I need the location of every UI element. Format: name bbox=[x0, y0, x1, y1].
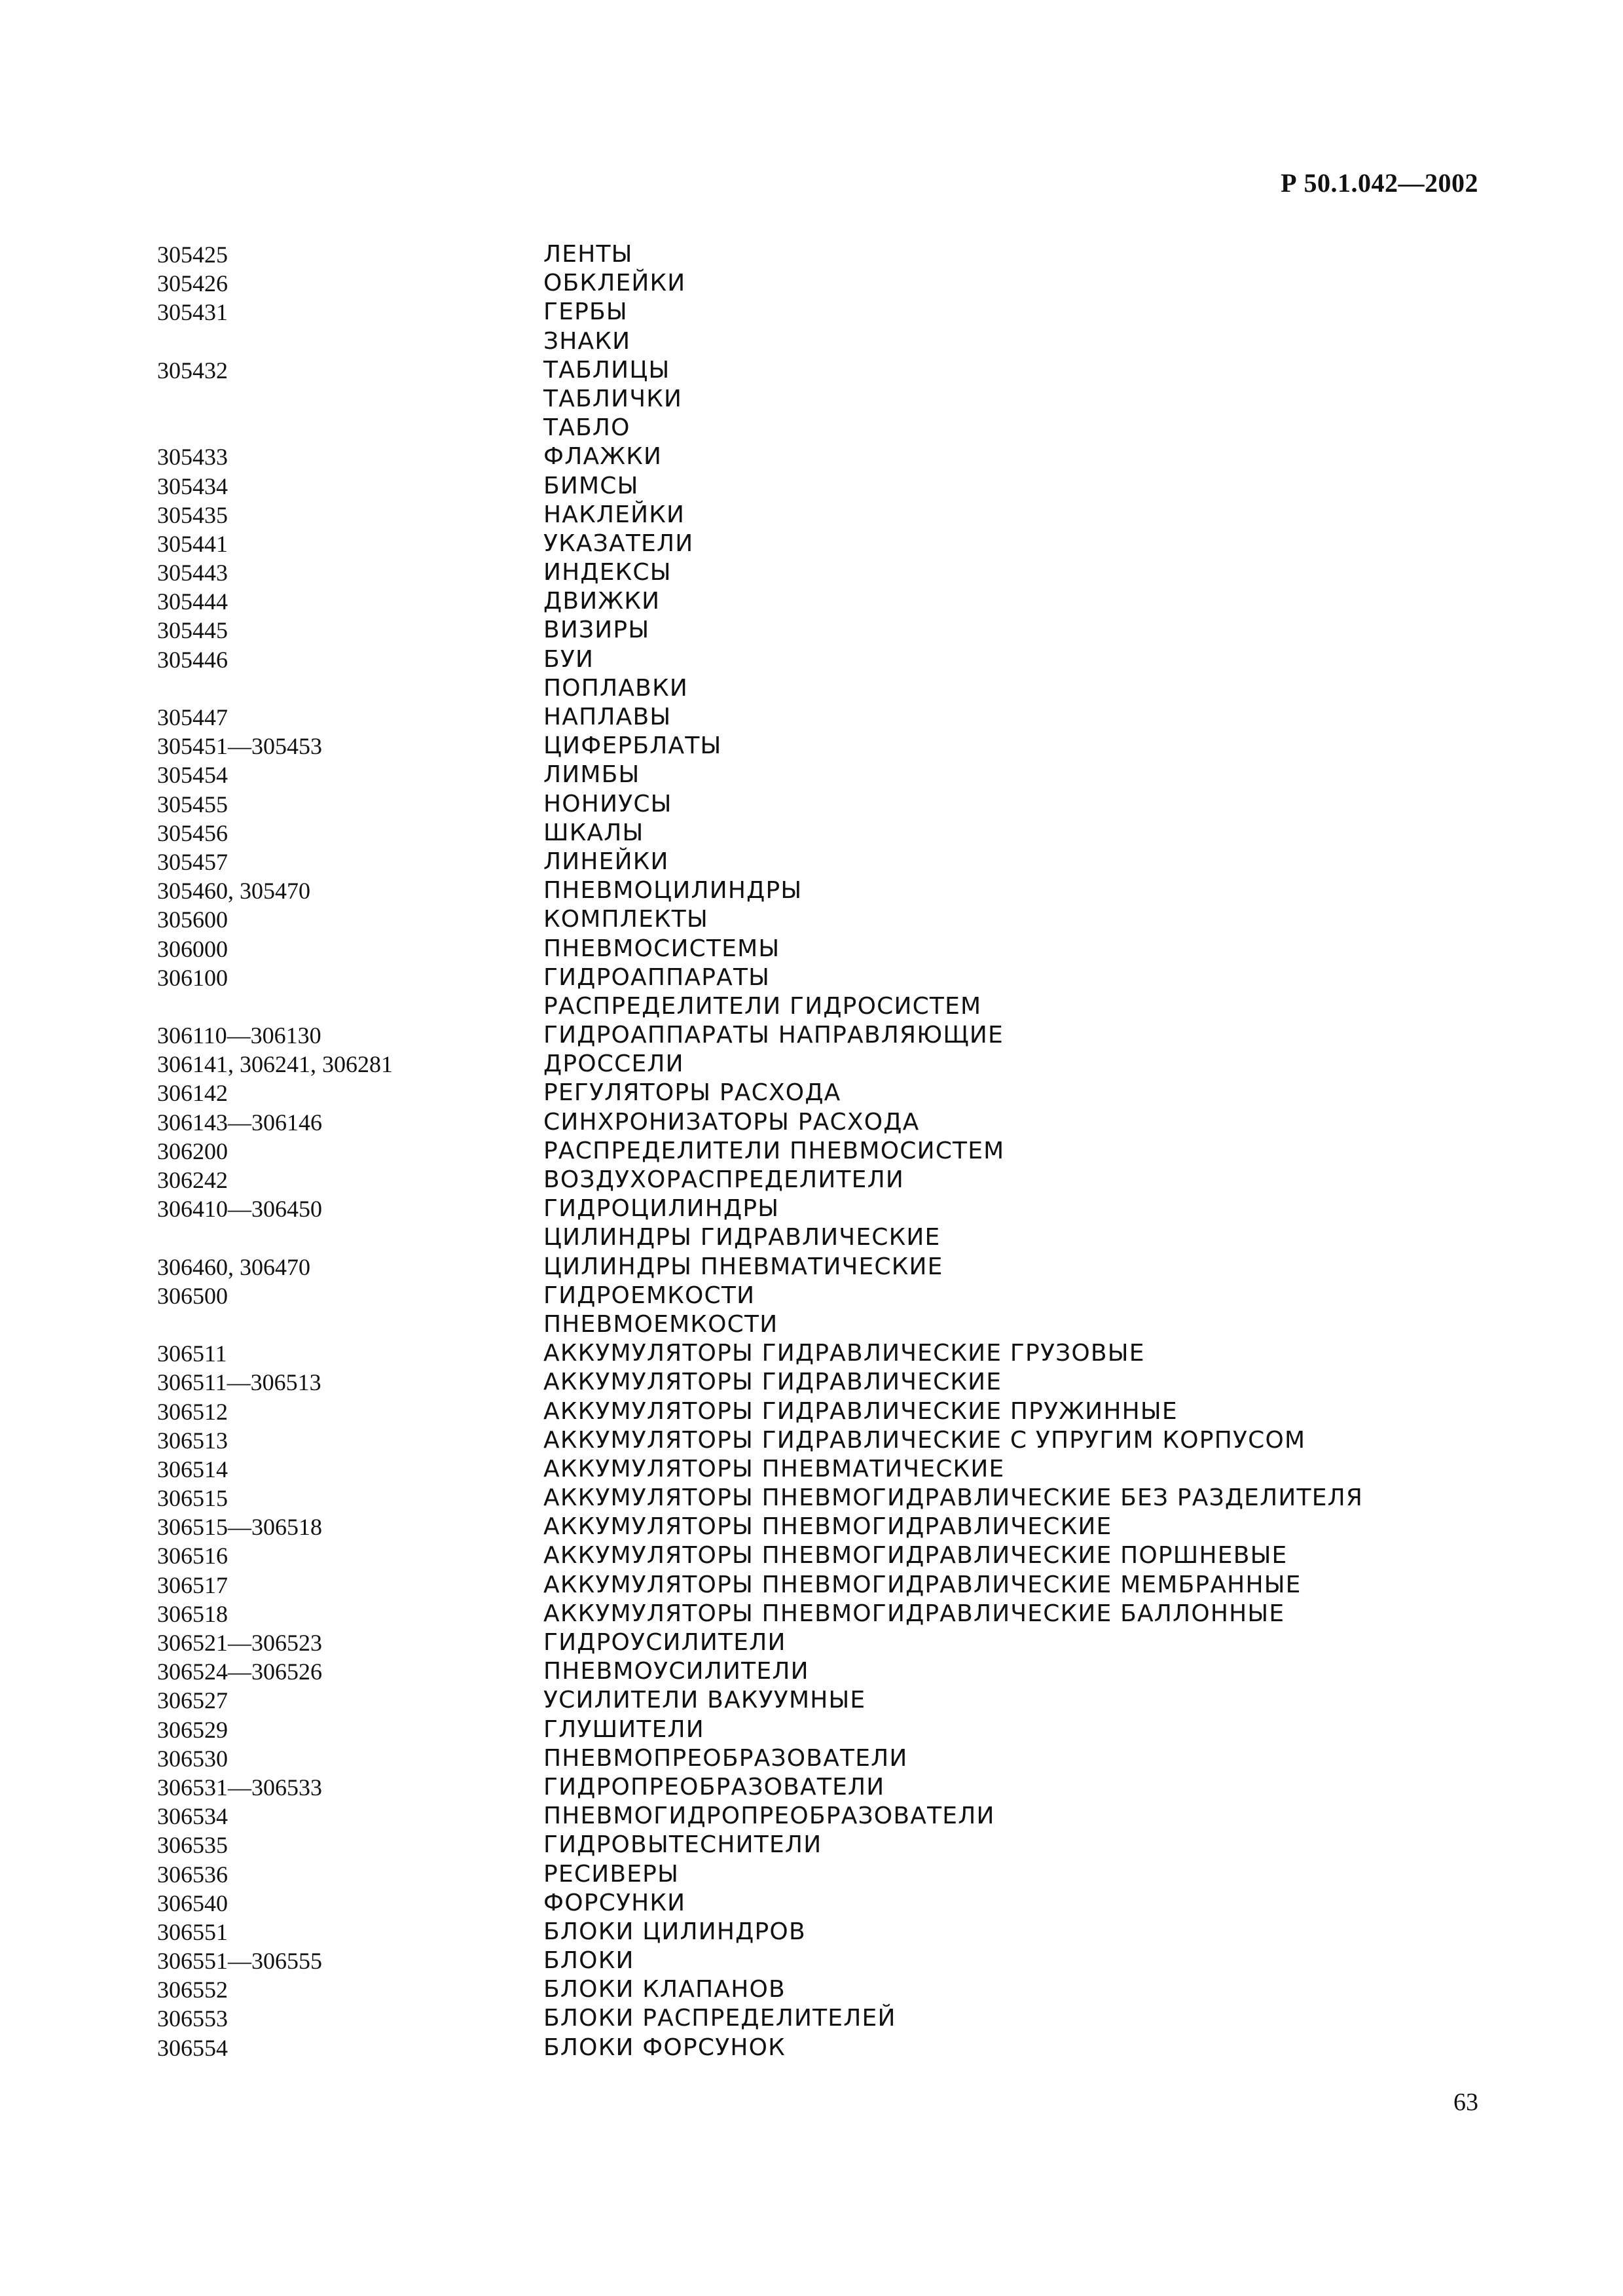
classifier-code: 306554 bbox=[157, 2034, 228, 2061]
list-item bbox=[157, 732, 1480, 761]
product-term: НОНИУСЫ bbox=[543, 790, 672, 817]
product-term: ПОПЛАВКИ bbox=[543, 674, 688, 702]
classifier-code: 306511 bbox=[157, 1340, 227, 1367]
classifier-code: 306524—306526 bbox=[157, 1659, 322, 1685]
product-term: ТАБЛИЧКИ bbox=[543, 385, 683, 412]
product-term: ФОРСУНКИ bbox=[543, 1889, 686, 1916]
classifier-code: 306460, 306470 bbox=[157, 1253, 310, 1280]
product-term: ГЛУШИТЕЛИ bbox=[543, 1715, 704, 1743]
classifier-code: 306142 bbox=[157, 1080, 228, 1107]
product-term: ГИДРОАППАРАТЫ bbox=[543, 963, 771, 991]
product-term: АККУМУЛЯТОРЫ ПНЕВМОГИДРАВЛИЧЕСКИЕ ПОРШНЕВЫЕ bbox=[543, 1542, 1288, 1570]
list-item bbox=[157, 1484, 1480, 1513]
product-term: ГИДРОУСИЛИТЕЛИ bbox=[543, 1629, 786, 1656]
list-item bbox=[157, 703, 1480, 732]
list-item bbox=[157, 905, 1480, 934]
list-item bbox=[157, 1513, 1480, 1541]
classifier-code: 306100 bbox=[157, 964, 228, 991]
product-term: АККУМУЛЯТОРЫ ПНЕВМОГИДРАВЛИЧЕСКИЕ МЕМБРАННЫЕ bbox=[543, 1571, 1302, 1598]
product-term: АККУМУЛЯТОРЫ ПНЕВМОГИДРАВЛИЧЕСКИЕ БЕЗ РАЗДЕЛИТЕЛЯ bbox=[543, 1484, 1364, 1512]
product-term: ЦИФЕРБЛАТЫ bbox=[543, 732, 722, 760]
list-item bbox=[157, 327, 1480, 356]
classifier-code: 306552 bbox=[157, 1977, 228, 2003]
classifier-code: 306516 bbox=[157, 1543, 228, 1570]
classifier-code: 305444 bbox=[157, 588, 228, 615]
list-item bbox=[157, 1397, 1480, 1426]
product-term: ГИДРОАППАРАТЫ НАПРАВЛЯЮЩИЕ bbox=[543, 1022, 1004, 1049]
product-term: ПНЕВМОГИДРОПРЕОБРАЗОВАТЕЛИ bbox=[543, 1803, 995, 1830]
product-term: АККУМУЛЯТОРЫ ГИДРАВЛИЧЕСКИЕ bbox=[543, 1369, 1002, 1396]
classifier-code: 305441 bbox=[157, 530, 228, 557]
list-item bbox=[157, 1050, 1480, 1079]
product-term: БЛОКИ ФОРСУНОК bbox=[543, 2034, 786, 2061]
classifier-code: 306534 bbox=[157, 1803, 228, 1830]
classifier-code: 305434 bbox=[157, 473, 228, 499]
product-term: ОБКЛЕЙКИ bbox=[543, 270, 686, 297]
list-item bbox=[157, 356, 1480, 385]
list-item bbox=[157, 1686, 1480, 1715]
classifier-code: 306536 bbox=[157, 1861, 228, 1888]
classifier-code: 306000 bbox=[157, 935, 228, 962]
list-item bbox=[157, 2034, 1480, 2062]
product-term: ЦИЛИНДРЫ ГИДРАВЛИЧЕСКИЕ bbox=[543, 1224, 941, 1251]
list-item bbox=[157, 1831, 1480, 1859]
product-term: ЛИМБЫ bbox=[543, 761, 640, 789]
product-term: ДВИЖКИ bbox=[543, 588, 661, 615]
classifier-code: 306500 bbox=[157, 1282, 228, 1309]
classifier-code: 306551—306555 bbox=[157, 1948, 322, 1975]
list-item bbox=[157, 1541, 1480, 1570]
product-term: ТАБЛО bbox=[543, 414, 630, 442]
list-item bbox=[157, 616, 1480, 645]
document-header-id: Р 50.1.042—2002 bbox=[1281, 168, 1478, 198]
list-item bbox=[157, 1223, 1480, 1252]
classifier-code: 306521—306523 bbox=[157, 1630, 322, 1656]
list-item bbox=[157, 1773, 1480, 1802]
product-term: РАСПРЕДЕЛИТЕЛИ ПНЕВМОСИСТЕМ bbox=[543, 1137, 1005, 1164]
product-term: АККУМУЛЯТОРЫ ПНЕВМОГИДРАВЛИЧЕСКИЕ bbox=[543, 1513, 1112, 1541]
classifier-code: 305432 bbox=[157, 357, 228, 384]
list-item bbox=[157, 1194, 1480, 1223]
product-term: АККУМУЛЯТОРЫ ГИДРАВЛИЧЕСКИЕ ПРУЖИННЫЕ bbox=[543, 1397, 1178, 1425]
product-term: РЕГУЛЯТОРЫ РАСХОДА bbox=[543, 1079, 841, 1107]
product-term: ПНЕВМОПРЕОБРАЗОВАТЕЛИ bbox=[543, 1744, 908, 1772]
list-item bbox=[157, 298, 1480, 327]
product-term: ПНЕВМОЦИЛИНДРЫ bbox=[543, 877, 803, 905]
list-item bbox=[157, 1426, 1480, 1455]
classifier-code: 306242 bbox=[157, 1167, 228, 1193]
page-number: 63 bbox=[1453, 2089, 1478, 2116]
list-item bbox=[157, 1571, 1480, 1600]
list-item bbox=[157, 1282, 1480, 1310]
list-item bbox=[157, 1368, 1480, 1397]
product-term: КОМПЛЕКТЫ bbox=[543, 906, 708, 933]
list-item bbox=[157, 645, 1480, 674]
product-term: ГИДРОПРЕОБРАЗОВАТЕЛИ bbox=[543, 1773, 885, 1801]
product-term: УКАЗАТЕЛИ bbox=[543, 529, 694, 557]
list-item bbox=[157, 1889, 1480, 1918]
classifier-code: 305445 bbox=[157, 617, 228, 644]
classifier-code: 306514 bbox=[157, 1456, 228, 1482]
product-term: ДРОССЕЛИ bbox=[543, 1050, 684, 1078]
classifier-code: 306527 bbox=[157, 1687, 228, 1714]
classifier-code: 305451—305453 bbox=[157, 733, 322, 760]
list-item bbox=[157, 876, 1480, 905]
classifier-code: 305425 bbox=[157, 242, 228, 268]
classifier-code: 306531—306533 bbox=[157, 1774, 322, 1801]
classifier-code: 305447 bbox=[157, 704, 228, 730]
classifier-code: 306143—306146 bbox=[157, 1109, 322, 1136]
list-item bbox=[157, 1744, 1480, 1773]
classifier-code: 305443 bbox=[157, 560, 228, 586]
list-item bbox=[157, 935, 1480, 963]
classifier-code: 305600 bbox=[157, 906, 228, 933]
product-term: БЛОКИ КЛАПАНОВ bbox=[543, 1976, 786, 2003]
product-term: ГИДРОЦИЛИНДРЫ bbox=[543, 1195, 780, 1223]
list-item bbox=[157, 1946, 1480, 1975]
classifier-code: 305446 bbox=[157, 646, 228, 673]
product-term: ИНДЕКСЫ bbox=[543, 559, 672, 586]
list-item bbox=[157, 385, 1480, 414]
product-term: ПНЕВМОЕМКОСТИ bbox=[543, 1310, 778, 1338]
classifier-code: 305431 bbox=[157, 299, 228, 326]
classifier-code: 306511—306513 bbox=[157, 1369, 321, 1396]
product-term: ЗНАКИ bbox=[543, 327, 631, 355]
list-item bbox=[157, 1802, 1480, 1831]
classifier-code: 306515 bbox=[157, 1485, 228, 1512]
list-item bbox=[157, 1975, 1480, 2004]
product-term: ЛИНЕЙКИ bbox=[543, 848, 669, 875]
list-item bbox=[157, 1108, 1480, 1137]
classifier-code: 306518 bbox=[157, 1600, 228, 1627]
list-item bbox=[157, 848, 1480, 876]
list-item bbox=[157, 819, 1480, 848]
list-item bbox=[157, 992, 1480, 1021]
classifier-code: 305426 bbox=[157, 270, 228, 297]
product-term: ГИДРОВЫТЕСНИТЕЛИ bbox=[543, 1831, 822, 1859]
product-term: РЕСИВЕРЫ bbox=[543, 1860, 680, 1888]
product-term: ТАБЛИЦЫ bbox=[543, 356, 670, 384]
classifier-code: 306200 bbox=[157, 1138, 228, 1164]
list-item bbox=[157, 414, 1480, 442]
product-term: АККУМУЛЯТОРЫ ГИДРАВЛИЧЕСКИЕ ГРУЗОВЫЕ bbox=[543, 1340, 1145, 1367]
classifier-code: 306513 bbox=[157, 1427, 228, 1454]
product-term: НАКЛЕЙКИ bbox=[543, 501, 685, 528]
classifier-code: 305457 bbox=[157, 848, 228, 875]
list-item bbox=[157, 1860, 1480, 1889]
list-item bbox=[157, 1310, 1480, 1339]
classifier-code: 305435 bbox=[157, 501, 228, 528]
list-item bbox=[157, 1628, 1480, 1657]
code-term-list bbox=[157, 240, 1480, 2062]
classifier-code: 306530 bbox=[157, 1745, 228, 1772]
product-term: ГЕРБЫ bbox=[543, 298, 628, 326]
product-term: БЛОКИ ЦИЛИНДРОВ bbox=[543, 1918, 806, 1945]
product-term: ВИЗИРЫ bbox=[543, 617, 650, 644]
list-item bbox=[157, 1455, 1480, 1484]
list-item bbox=[157, 963, 1480, 992]
product-term: СИНХРОНИЗАТОРЫ РАСХОДА bbox=[543, 1108, 920, 1136]
classifier-code: 306529 bbox=[157, 1716, 228, 1743]
product-term: УСИЛИТЕЛИ ВАКУУМНЫЕ bbox=[543, 1687, 866, 1714]
classifier-code: 306110—306130 bbox=[157, 1022, 321, 1049]
list-item bbox=[157, 1166, 1480, 1194]
classifier-code: 305454 bbox=[157, 762, 228, 789]
classifier-code: 306535 bbox=[157, 1832, 228, 1859]
list-item bbox=[157, 1600, 1480, 1628]
list-item bbox=[157, 529, 1480, 558]
product-term: АККУМУЛЯТОРЫ ГИДРАВЛИЧЕСКИЕ С УПРУГИМ КОРПУСОМ bbox=[543, 1426, 1306, 1454]
product-term: БИМСЫ bbox=[543, 472, 639, 499]
list-item bbox=[157, 501, 1480, 529]
product-term: РАСПРЕДЕЛИТЕЛИ ГИДРОСИСТЕМ bbox=[543, 992, 982, 1020]
list-item bbox=[157, 587, 1480, 616]
list-item bbox=[157, 1137, 1480, 1166]
list-item bbox=[157, 790, 1480, 819]
classifier-code: 305460, 305470 bbox=[157, 878, 310, 905]
product-term: ЛЕНТЫ bbox=[543, 241, 633, 268]
classifier-code: 306551 bbox=[157, 1918, 228, 1945]
product-term: ВОЗДУХОРАСПРЕДЕЛИТЕЛИ bbox=[543, 1166, 904, 1193]
product-term: ПНЕВМОСИСТЕМЫ bbox=[543, 935, 780, 962]
product-term: ГИДРОЕМКОСТИ bbox=[543, 1282, 756, 1309]
classifier-code: 306515—306518 bbox=[157, 1514, 322, 1541]
product-term: БУИ bbox=[543, 645, 594, 673]
list-item bbox=[157, 269, 1480, 298]
classifier-code: 306553 bbox=[157, 2005, 228, 2032]
list-item bbox=[157, 1339, 1480, 1368]
product-term: ФЛАЖКИ bbox=[543, 443, 663, 471]
product-term: ЦИЛИНДРЫ ПНЕВМАТИЧЕСКИЕ bbox=[543, 1253, 943, 1280]
classifier-code: 306410—306450 bbox=[157, 1196, 322, 1223]
classifier-code: 305456 bbox=[157, 819, 228, 846]
classifier-code: 306141, 306241, 306281 bbox=[157, 1051, 393, 1078]
list-item bbox=[157, 1021, 1480, 1050]
list-item bbox=[157, 1657, 1480, 1686]
list-item bbox=[157, 2004, 1480, 2033]
list-item bbox=[157, 472, 1480, 501]
product-term: БЛОКИ bbox=[543, 1947, 634, 1975]
classifier-code: 305433 bbox=[157, 444, 228, 471]
classifier-code: 306540 bbox=[157, 1890, 228, 1916]
list-item bbox=[157, 1715, 1480, 1744]
classifier-code: 306512 bbox=[157, 1398, 228, 1425]
product-term: БЛОКИ РАСПРЕДЕЛИТЕЛЕЙ bbox=[543, 2005, 896, 2032]
product-term: АККУМУЛЯТОРЫ ПНЕВМОГИДРАВЛИЧЕСКИЕ БАЛЛОННЫЕ bbox=[543, 1600, 1285, 1627]
list-item bbox=[157, 1918, 1480, 1946]
product-term: ШКАЛЫ bbox=[543, 819, 644, 846]
list-item bbox=[157, 1079, 1480, 1107]
classifier-code: 305455 bbox=[157, 791, 228, 817]
list-item bbox=[157, 240, 1480, 269]
classifier-code: 306517 bbox=[157, 1571, 228, 1598]
list-item bbox=[157, 558, 1480, 587]
product-term: ПНЕВМОУСИЛИТЕЛИ bbox=[543, 1658, 809, 1685]
list-item bbox=[157, 674, 1480, 703]
list-item bbox=[157, 761, 1480, 789]
list-item bbox=[157, 442, 1480, 471]
list-item bbox=[157, 1253, 1480, 1282]
product-term: АККУМУЛЯТОРЫ ПНЕВМАТИЧЕСКИЕ bbox=[543, 1455, 1005, 1482]
product-term: НАПЛАВЫ bbox=[543, 704, 672, 730]
